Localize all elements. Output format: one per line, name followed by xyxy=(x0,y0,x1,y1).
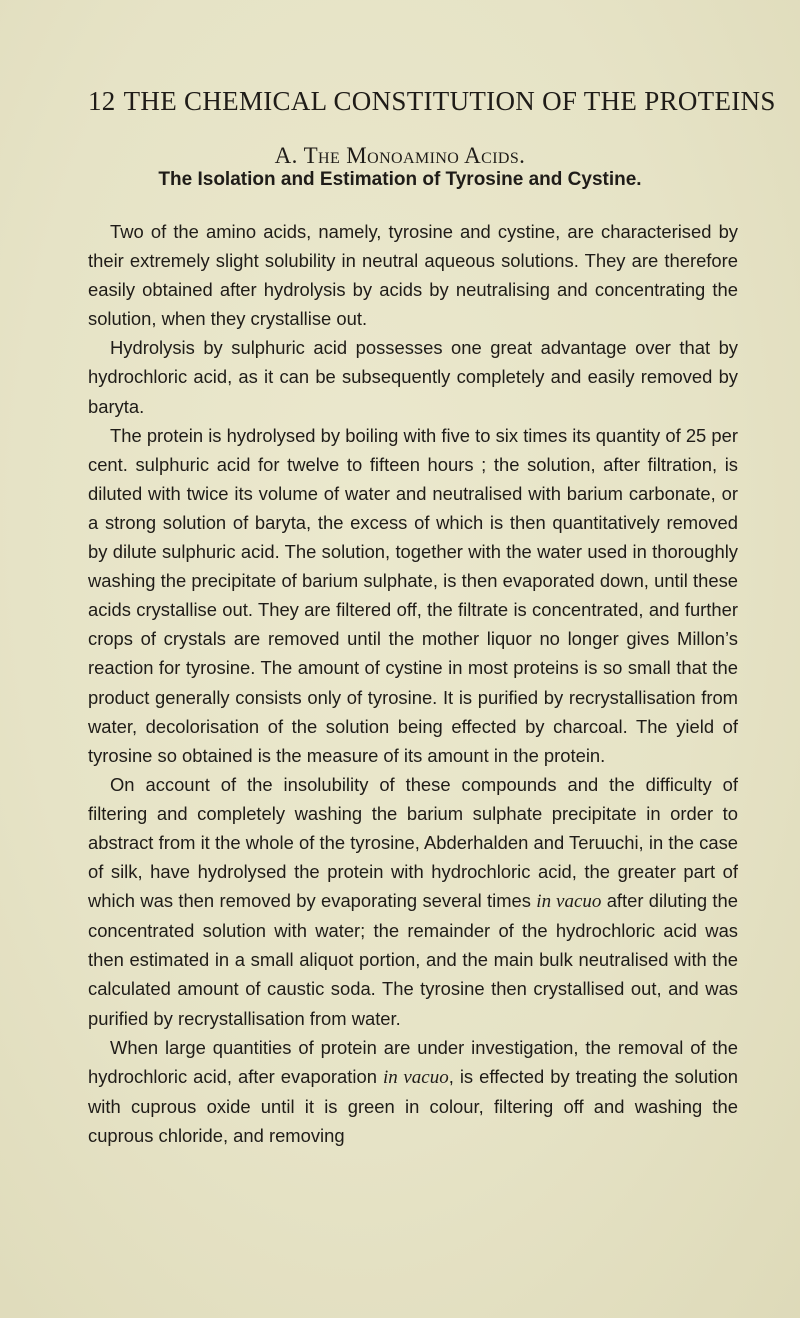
page-number: 12 xyxy=(88,86,116,116)
paragraph-3: The protein is hydrolysed by boiling with five to six times its quantity of 25 per cent. sulphuric acid for twelve to fifteen hours ; the solution, after filtration, is diluted with twice its volume of water and neutralised with barium carbonate, or a strong solution of baryta, the excess of which is then quantitatively removed by dilute sulphuric acid. The solution, together with the water used in thoroughly washing the precipitate of barium sulphate, is then evaporated down, until these acids crystallise out. They are filtered off, the filtrate is concentrated, and further crops of crystals are removed until the mother liquor no longer gives Millon’s reaction for tyrosine. The amount of cystine in most proteins is so small that the product generally consists only of tyrosine. It is purified by recrystallisation from water, decolorisation of the solution being effected by charcoal. The yield of tyrosine so obtained is the measure of its amount in the protein. xyxy=(88,424,738,766)
paragraph-4-part-1: On account of the insolubility of these compounds and the difficulty of filtering and completely washing the barium sulphate precipitate in order to abstract from it the whole of the tyrosine, Abderhalden and Teruuchi, in the case of silk, have hydrolysed the protein with hydrochloric acid, the greater part of which was then removed by evaporating several times xyxy=(88,773,738,912)
paragraph-5-part-1: When large quantities of protein are under investigation, the removal of the hydrochloric acid, after evaporation xyxy=(88,1036,738,1087)
paragraph-5-part-2: , is effected by treating the solution with cuprous oxide until it is green in colour, filtering off and washing the cuprous chloride, and removing xyxy=(88,1065,738,1146)
subtitle-text: The Isolation and Estimation of Tyrosine and Cystine. xyxy=(158,169,642,190)
section-title: A. The Monoamino Acids. xyxy=(274,143,526,168)
paragraph-1: Two of the amino acids, namely, tyrosine and cystine, are characterised by their extremely slight solubility in neutral aqueous solutions. They are therefore easily obtained after hydrolysis by acids by neutralising and concentrating the solution, when they crystallise out. xyxy=(88,221,738,330)
paragraph-2: Hydrolysis by sulphuric acid possesses one great advantage over that by hydrochloric acid, as it can be subsequently completely and easily removed by baryta. xyxy=(88,337,738,417)
running-header xyxy=(88,84,776,118)
italic-phrase: in vacuo xyxy=(536,891,602,913)
italic-phrase: in vacuo xyxy=(382,1066,449,1088)
body-text xyxy=(88,217,738,1150)
running-title: THE CHEMICAL CONSTITUTION OF THE PROTEINS xyxy=(123,86,776,116)
section-subtitle xyxy=(0,163,800,197)
paragraph-4-part-2: after diluting the concentrated solution with water; the remainder of the hydrochloric acid was then estimated in a small aliquot portion, and the main bulk neutralised with the calculated amount of caustic soda. The tyrosine then crystallised out, and was purified by recrystallisation from water. xyxy=(88,890,738,1029)
paragraph-4 xyxy=(88,770,738,1033)
paragraph-5 xyxy=(88,1033,738,1150)
